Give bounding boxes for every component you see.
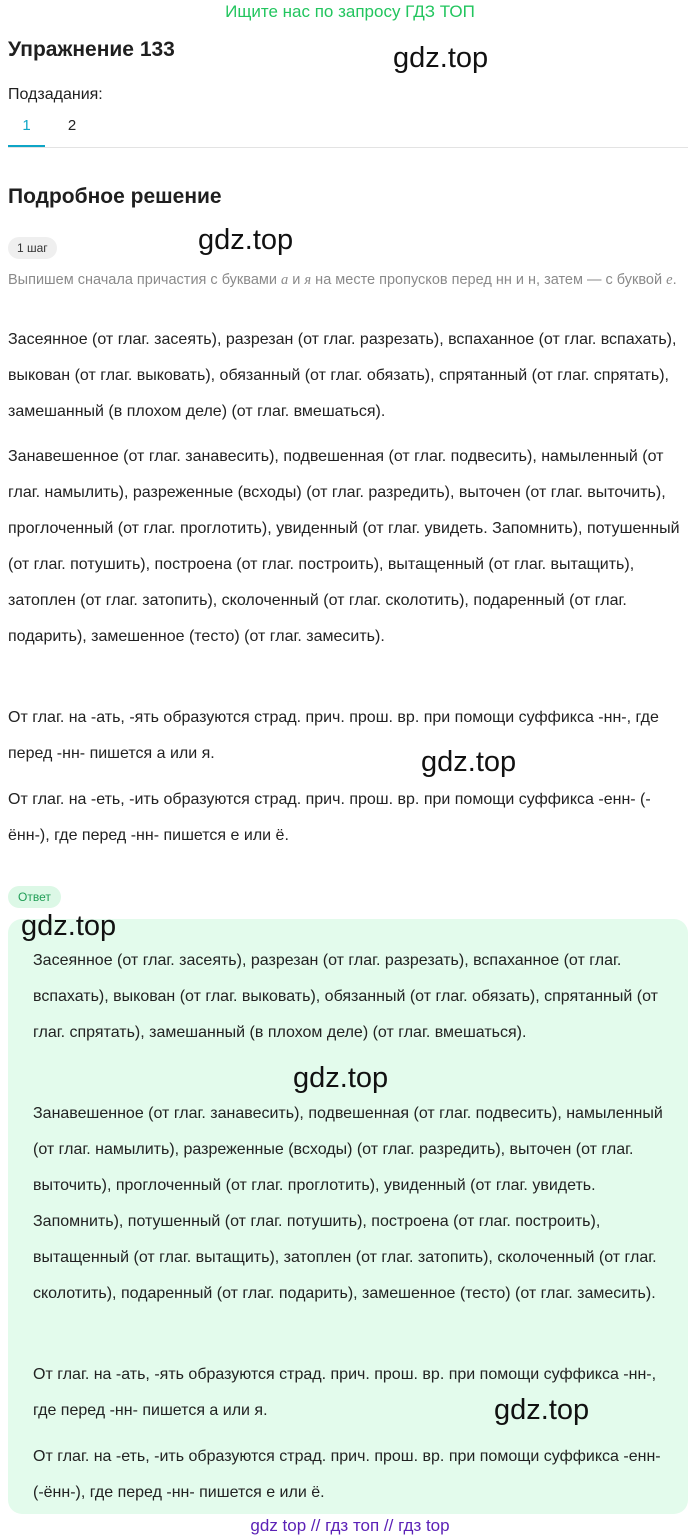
step-badge: 1 шаг [8,237,57,259]
watermark: gdz.top [421,746,517,778]
solution-paragraph-1: Засеянное (от глаг. засеять), разрезан (от глаг. разрезать), вспаханное (от глаг. вспахать), выкован (от глаг. выковать), обязанный (от глаг. обязать), спрятанный (от глаг. спрятать), замешанный (в плохом деле) (от глаг. вмешаться). [8,331,677,420]
page-title: Упражнение 133 [8,38,175,61]
solution-note: Выпишем сначала причастия с буквами а и я на месте пропусков перед нн и н, затем — с буквой е. [8,272,677,288]
solution-paragraph-3: От глаг. на -ать, -ять образуются страд. прич. прош. вр. при помощи суффикса -нн-, где перед -нн- пишется а или я. [8,709,659,762]
tab-subtask-1[interactable]: 1 [8,116,45,147]
watermark: gdz.top [393,42,489,74]
watermark: gdz.top [21,910,117,942]
solution-paragraph-2: Занавешенное (от глаг. занавесить), подвешенная (от глаг. подвесить), намыленный (от глаг. намылить), разреженные (всходы) (от глаг. разредить), выточен (от глаг. выточить), проглоченный (от глаг. проглотить), увиденный (от глаг. увидеть. Запомнить), потушенный (от глаг. потушить), построена (от глаг. построить), вытащенный (от глаг. вытащить), затоплен (от глаг. затопить), сколоченный (от глаг. сколотить), подаренный (от глаг. подарить), замешенное (тесто) (от глаг. замесить). [8,448,680,645]
answer-badge: Ответ [8,886,61,908]
watermark: gdz.top [198,224,294,256]
answer-paragraph-1: Засеянное (от глаг. засеять), разрезан (от глаг. разрезать), вспаханное (от глаг. вспахать), выкован (от глаг. выковать), обязанный (от глаг. обязать), спрятанный (от глаг. спрятать), замешанный (в плохом деле) (от глаг. вмешаться). [33,952,658,1041]
tab-subtask-2[interactable]: 2 [67,117,77,134]
watermark: gdz.top [293,1062,389,1094]
answer-paragraph-3: От глаг. на -ать, -ять образуются страд. прич. прош. вр. при помощи суффикса -нн-, где перед -нн- пишется а или я. [33,1366,657,1419]
answer-paragraph-2: Занавешенное (от глаг. занавесить), подвешенная (от глаг. подвесить), намыленный (от глаг. намылить), разреженные (всходы) (от глаг. разредить), выточен (от глаг. выточить), проглоченный (от глаг. проглотить), увиденный (от глаг. увидеть. Запомнить), потушенный (от глаг. потушить), построена (от глаг. построить), вытащенный (от глаг. вытащить), затоплен (от глаг. затопить), сколоченный (от глаг. сколотить), подаренный (от глаг. подарить), замешенное (тесто) (от глаг. замесить). [33,1105,663,1302]
subtask-tabs [8,116,688,148]
watermark: gdz.top [494,1394,590,1426]
answer-paragraph-4: От глаг. на -еть, -ить образуются страд. прич. прош. вр. при помощи суффикса -енн- (-ённ-), где перед -нн- пишется е или ё. [33,1448,661,1501]
footer-links[interactable]: gdz top // гдз топ // гдз top [250,1516,450,1535]
search-banner[interactable]: Ищите нас по запросу ГДЗ ТОП [225,2,475,21]
solution-paragraph-4: От глаг. на -еть, -ить образуются страд. прич. прош. вр. при помощи суффикса -енн- (-ённ-), где перед -нн- пишется е или ё. [8,791,651,844]
subtasks-label: Подзадания: [8,86,103,103]
solution-title: Подробное решение [8,185,222,208]
